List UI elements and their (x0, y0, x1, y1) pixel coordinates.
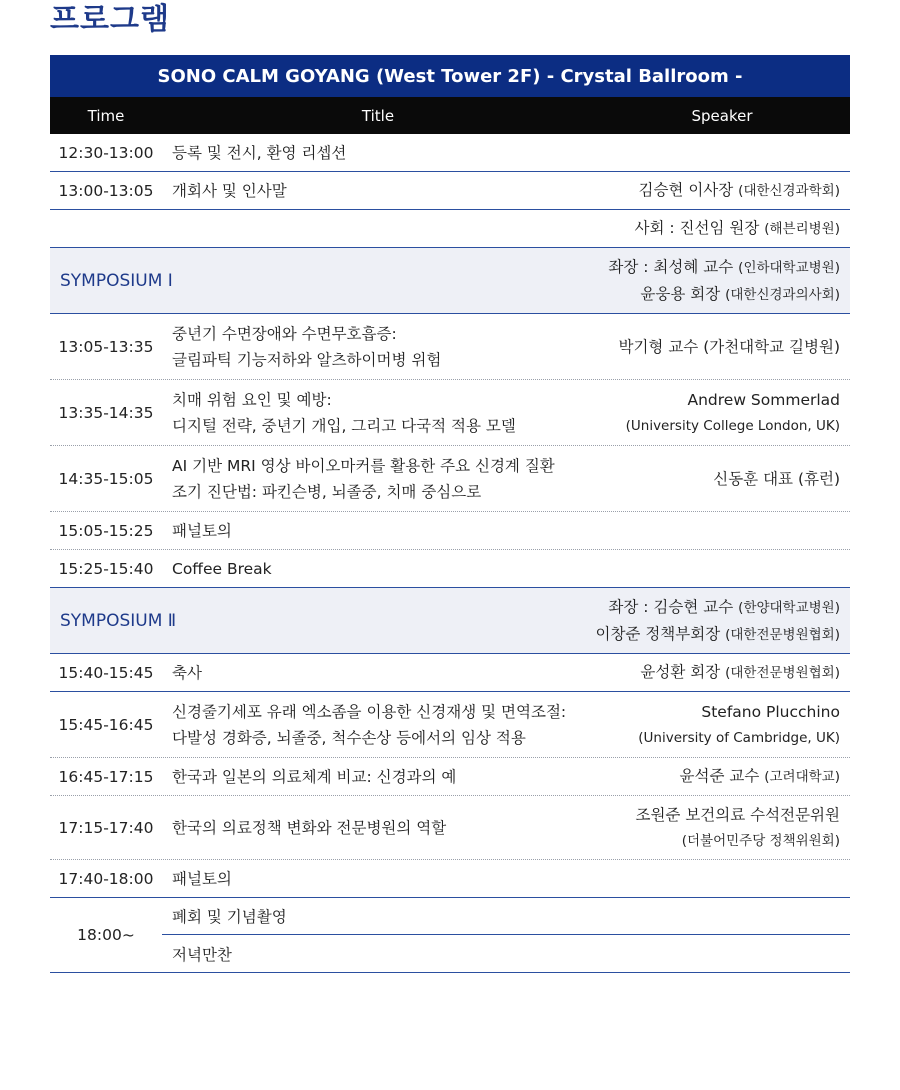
speaker-name: 사회 : 진선임 원장 (634, 219, 760, 237)
chair-affiliation: (대한신경과의사회) (725, 286, 840, 303)
speaker-affiliation: (대한신경과학회) (738, 183, 840, 199)
row-time: 13:35-14:35 (58, 403, 154, 422)
table-row (50, 210, 850, 248)
symposium-1-label: SYMPOSIUM Ⅰ (60, 270, 173, 291)
row-time: 16:45-17:15 (58, 767, 154, 786)
row-title: 한국과 일본의 의료체계 비교: 신경과의 예 (172, 767, 457, 786)
row-speaker (592, 215, 850, 242)
row-title: 신경줄기세포 유래 엑소좀을 이용한 신경재생 및 면역조절: 다발성 경화증, 뇌졸중, 척수손상 등에서의 임상 적용 (172, 702, 567, 747)
table-row (50, 692, 850, 758)
chair-affiliation: (한양대학교병원) (738, 599, 840, 616)
closing-row (50, 898, 850, 973)
closing-item: 저녁만찬 (172, 945, 232, 964)
row-speaker: Andrew Sommerlad (University College London, UK) (625, 390, 840, 434)
symposium-2-chairs (592, 594, 850, 648)
header-speaker: Speaker (691, 106, 753, 125)
closing-item: 폐회 및 기념촬영 (162, 898, 850, 935)
row-time: 17:15-17:40 (58, 818, 154, 837)
chair-name: 이창준 정책부회장 (595, 624, 721, 643)
closing-time: 18:00~ (77, 926, 135, 944)
chair-affiliation: (인하대학교병원) (738, 259, 840, 276)
row-speaker: 윤성환 회장 (대한전문병원협회) (640, 663, 840, 681)
symposium-1-chairs (592, 254, 850, 308)
table-row (50, 172, 850, 210)
table-row (50, 550, 850, 588)
speaker-affiliation: (해븐리병원) (764, 221, 840, 237)
chair-name: 윤웅용 회장 (640, 284, 721, 303)
row-speaker: 신동훈 대표 (휴런) (713, 469, 840, 488)
speaker-name: 김승현 이사장 (638, 181, 734, 199)
chair-name: 좌장 : 김승현 교수 (608, 597, 734, 616)
row-title: AI 기반 MRI 영상 바이오마커를 활용한 주요 신경계 질환 조기 진단법: 파킨슨병, 뇌졸중, 치매 중심으로 (172, 456, 555, 501)
row-speaker: 박기형 교수 (가천대학교 길병원) (618, 337, 840, 356)
table-row (50, 134, 850, 172)
row-title: 패널토의 (172, 521, 232, 540)
table-row (50, 654, 850, 692)
symposium-2-header (50, 588, 850, 654)
header-time: Time (87, 106, 125, 125)
row-time: 15:05-15:25 (58, 521, 154, 540)
table-row (50, 446, 850, 512)
page-title: 프로그램 (50, 2, 170, 37)
row-time: 13:00-13:05 (58, 181, 154, 200)
table-row (50, 512, 850, 550)
row-title: 축사 (172, 663, 202, 682)
row-title: Coffee Break (172, 559, 272, 578)
table-row (50, 380, 850, 446)
header-title: Title (361, 106, 395, 125)
row-time: 15:40-15:45 (58, 663, 154, 682)
table-row (50, 796, 850, 860)
row-time: 17:40-18:00 (58, 869, 154, 888)
row-time: 12:30-13:00 (58, 143, 154, 162)
table-row (50, 314, 850, 380)
program-table (50, 55, 850, 973)
row-time: 15:45-16:45 (58, 715, 154, 734)
row-title: 치매 위험 요인 및 예방: 디지털 전략, 중년기 개입, 그리고 다국적 적용 모델 (172, 390, 516, 435)
row-speaker: 조원준 보건의료 수석전문위원 (더불어민주당 정책위원회) (635, 805, 840, 849)
row-speaker: Stefano Plucchino (University of Cambridge, UK) (638, 702, 840, 746)
row-title: 중년기 수면장애와 수면무호흡증: 글림파틱 기능저하와 알츠하이머병 위험 (172, 324, 442, 369)
row-time: 13:05-13:35 (58, 337, 154, 356)
row-speaker (592, 177, 850, 204)
row-time: 14:35-15:05 (58, 469, 154, 488)
row-speaker: 윤석준 교수 (고려대학교) (679, 767, 840, 785)
table-row (50, 758, 850, 796)
row-title: 한국의 의료정책 변화와 전문병원의 역할 (172, 818, 447, 837)
venue-banner: SONO CALM GOYANG (West Tower 2F) - Crystal Ballroom - (50, 55, 850, 97)
chair-name: 좌장 : 최성혜 교수 (608, 257, 734, 276)
table-header (50, 97, 850, 134)
table-row (50, 860, 850, 898)
row-title: 등록 및 전시, 환영 리셉션 (172, 143, 347, 162)
symposium-1-header (50, 248, 850, 314)
symposium-2-label: SYMPOSIUM Ⅱ (60, 610, 177, 631)
row-time: 15:25-15:40 (58, 559, 154, 578)
chair-affiliation: (대한전문병원협회) (725, 626, 840, 643)
row-title: 패널토의 (172, 869, 232, 888)
row-title: 개회사 및 인사말 (172, 181, 287, 200)
